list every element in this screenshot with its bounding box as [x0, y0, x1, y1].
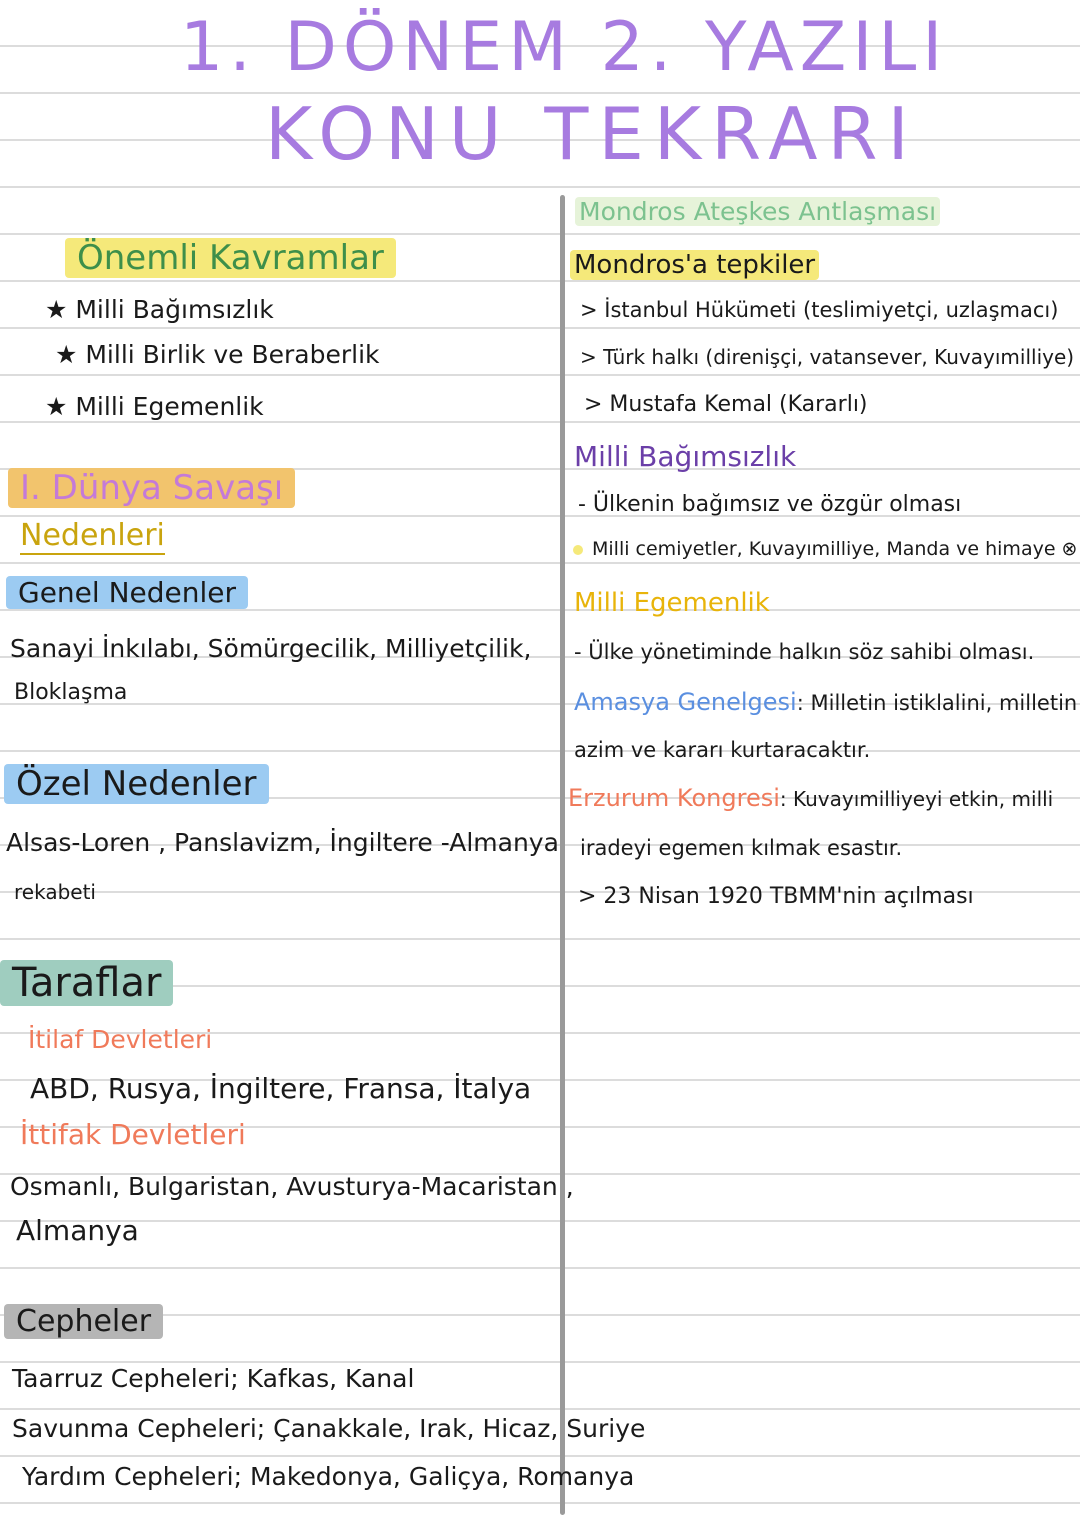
- alliance-heading: İttifak Devletleri: [20, 1118, 246, 1151]
- mondros-heading-text: Mondros Ateşkes Antlaşması: [575, 197, 940, 226]
- bullet-dot: [573, 545, 583, 555]
- amasya-text2: azim ve kararı kurtaracaktır.: [574, 738, 871, 762]
- tbmm-line: > 23 Nisan 1920 TBMM'nin açılması: [578, 884, 974, 909]
- concept-item-1: ★ Milli Bağımsızlık: [45, 295, 274, 324]
- ww1-heading-text: I. Dünya Savaşı: [8, 468, 295, 508]
- concept-item-3: ★ Milli Egemenlik: [45, 392, 264, 421]
- reactions-heading-text: Mondros'a tepkiler: [570, 250, 819, 280]
- general-causes-heading: [6, 576, 248, 609]
- fronts-attack: Taarruz Cepheleri; Kafkas, Kanal: [12, 1364, 415, 1393]
- erzurum-text2: iradeyi egemen kılmak esastır.: [580, 836, 903, 860]
- reaction-2: > Türk halkı (direnişçi, vatansever, Kuvayımilliye): [580, 345, 1075, 369]
- independence-def: - Ülkenin bağımsız ve özgür olması: [578, 492, 962, 517]
- sides-heading-text: Taraflar: [0, 960, 173, 1006]
- special-causes-line1: Alsas-Loren , Panslavizm, İngiltere -Almanya: [6, 828, 559, 857]
- reactions-heading: [570, 250, 819, 280]
- special-causes-heading-text: Özel Nedenler: [4, 764, 269, 804]
- amasya-label: Amasya Genelgesi: [574, 688, 797, 716]
- alliance-line2: Almanya: [16, 1214, 139, 1247]
- erzurum-text1: : Kuvayımilliyeyi etkin, milli: [779, 787, 1054, 811]
- general-causes-heading-text: Genel Nedenler: [6, 576, 248, 609]
- entente-heading: İtilaf Devletleri: [28, 1025, 213, 1054]
- general-causes-line2: Bloklaşma: [14, 680, 128, 705]
- page-title-line2: KONU TEKRARI: [265, 92, 919, 176]
- special-causes-line2: rekabeti: [14, 880, 96, 904]
- fronts-defense: Savunma Cepheleri; Çanakkale, Irak, Hicaz, Suriye: [12, 1414, 646, 1443]
- fronts-heading: [4, 1304, 163, 1339]
- general-causes-line1: Sanayi İnkılabı, Sömürgecilik, Milliyetçilik,: [10, 634, 532, 663]
- page-title-line1: 1. DÖNEM 2. YAZILI: [180, 8, 949, 87]
- independence-heading: Milli Bağımsızlık: [574, 440, 797, 473]
- column-divider: [560, 195, 565, 1515]
- concept-item-2: ★ Milli Birlik ve Beraberlik: [55, 340, 380, 369]
- special-causes-heading: [4, 764, 269, 804]
- fronts-heading-text: Cepheler: [4, 1304, 163, 1339]
- sovereignty-def: - Ülke yönetiminde halkın söz sahibi olması.: [574, 640, 1035, 664]
- reaction-3: > Mustafa Kemal (Kararlı): [584, 392, 868, 417]
- fronts-aid: Yardım Cepheleri; Makedonya, Galiçya, Romanya: [22, 1462, 635, 1491]
- mondros-heading: [575, 197, 940, 226]
- concepts-heading: [65, 238, 396, 278]
- sides-heading: [0, 960, 173, 1006]
- reaction-1: > İstanbul Hükümeti (teslimiyetçi, uzlaşmacı): [580, 298, 1059, 322]
- concepts-heading-text: Önemli Kavramlar: [65, 238, 396, 278]
- ww1-subheading: Nedenleri: [20, 518, 165, 553]
- amasya-line1: [574, 688, 1077, 716]
- erzurum-label: Erzurum Kongresi: [568, 784, 780, 812]
- erzurum-line1: [568, 784, 1053, 812]
- entente-list: ABD, Rusya, İngiltere, Fransa, İtalya: [30, 1072, 532, 1105]
- sovereignty-heading: Milli Egemenlik: [574, 588, 770, 618]
- amasya-text1: : Milletin istiklalini, milletin: [796, 691, 1078, 715]
- alliance-line1: Osmanlı, Bulgaristan, Avusturya-Macaristan ,: [10, 1172, 574, 1201]
- independence-note: Milli cemiyetler, Kuvayımilliye, Manda ve himaye ⊗: [592, 538, 1078, 560]
- ww1-heading: [8, 468, 295, 508]
